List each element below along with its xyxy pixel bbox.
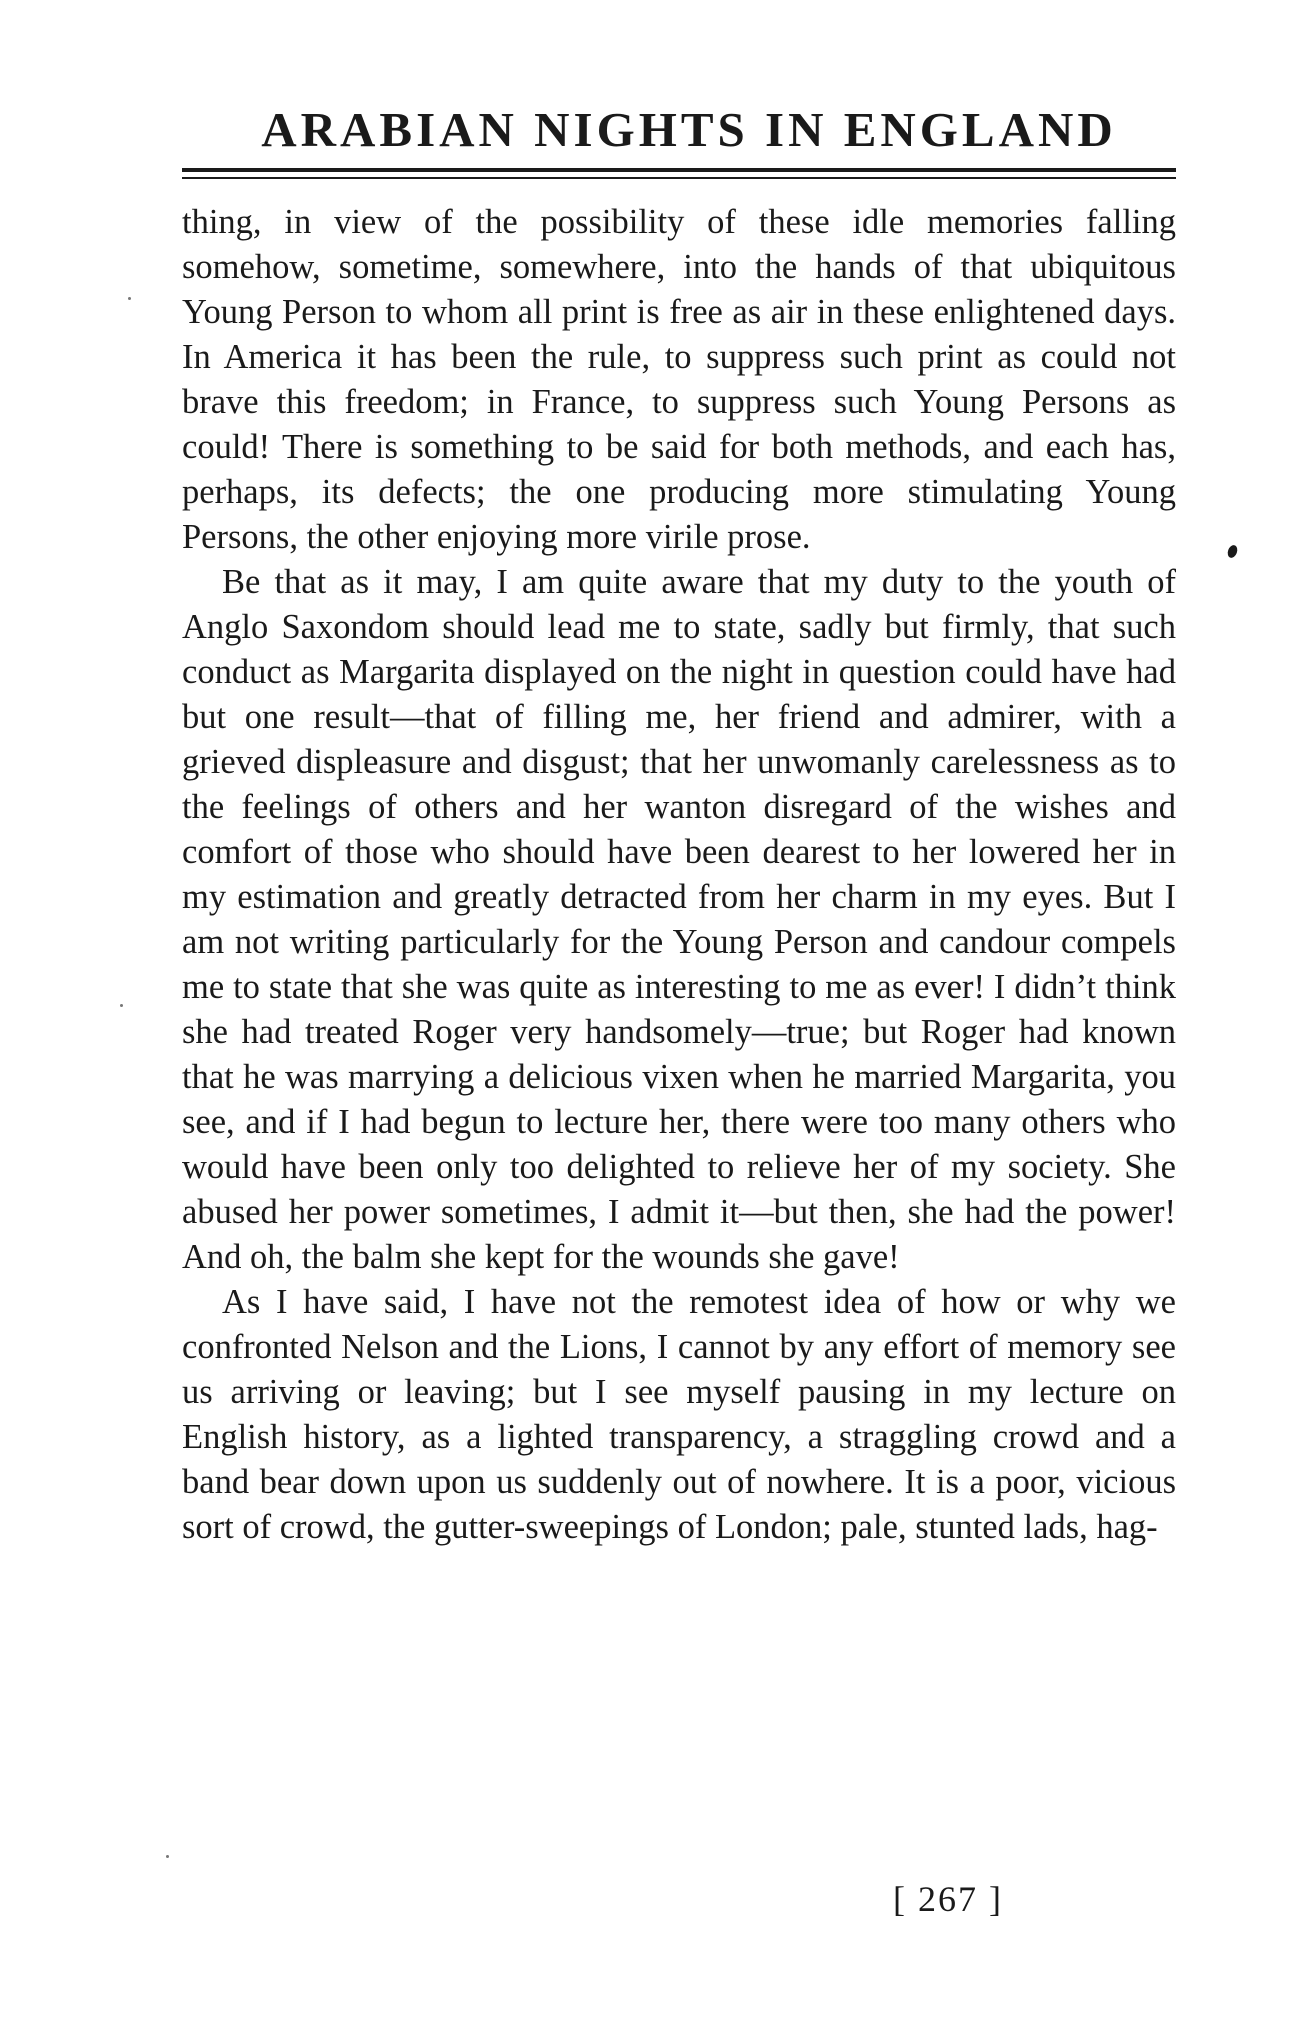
paragraph-3: As I have said, I have not the remotest idea of how or why we confronted Nelson and the Lions, I cannot by any effort of memory see us arriving or leaving; but I see myself pausing in my lecture on English history, as a lighted transparency, a straggling crowd and a band bear down upon us suddenly out of nowhere. It is a poor, vicious sort of crowd, the gutter-sweepings of London; pale, stunted lads, hag-: [182, 1283, 1176, 1546]
body-text: [182, 200, 1176, 1550]
page-number: [ 267 ]: [893, 1879, 1003, 1919]
paper-speck: [166, 1855, 169, 1858]
running-title: ARABIAN NIGHTS IN ENGLAND: [261, 102, 1117, 157]
paragraph-2: Be that as it may, I am quite aware that my duty to the youth of Anglo Saxondom should lead me to state, sadly but firmly, that such conduct as Margarita displayed on the night in question could have had but one result—that of filling me, her friend and admirer, with a grieved displeasure and disgust; that her unwomanly carelessness as to the feelings of others and her wanton disregard of the wishes and comfort of those who should have been dearest to her lowered her in my estimation and greatly detracted from her charm in my eyes. But I am not writing particularly for the Young Person and candour compels me to state that she was quite as interesting to me as ever! I didn’t think she had treated Roger very handsomely—true; but Roger had known that he was marrying a delicious vixen when he married Margarita, you see, and if I had begun to lecture her, there were too many others who would have been only too delighted to relieve her of my society. She abused her power sometimes, I admit it—but then, she had the power! And oh, the balm she kept for the wounds she gave!: [182, 563, 1176, 1276]
header-rule-thin: [182, 177, 1176, 179]
paper-speck: [120, 1004, 123, 1007]
book-page: [182, 100, 1176, 1550]
paper-speck: [128, 297, 131, 300]
header-double-rule: [182, 166, 1176, 182]
paragraph-1: thing, in view of the possibility of these idle memories falling somehow, sometime, somewhere, into the hands of that ubiquitous Young Person to whom all print is free as air in these enlightened days. In America it has been the rule, to suppress such print as could not brave this freedom; in France, to suppress such Young Persons as could! There is something to be said for both methods, and each has, perhaps, its defects; the one producing more stimulating Young Persons, the other enjoying more virile prose.: [182, 203, 1176, 556]
ink-blot-mark: [1226, 544, 1239, 559]
header-rule-thick: [182, 168, 1176, 172]
